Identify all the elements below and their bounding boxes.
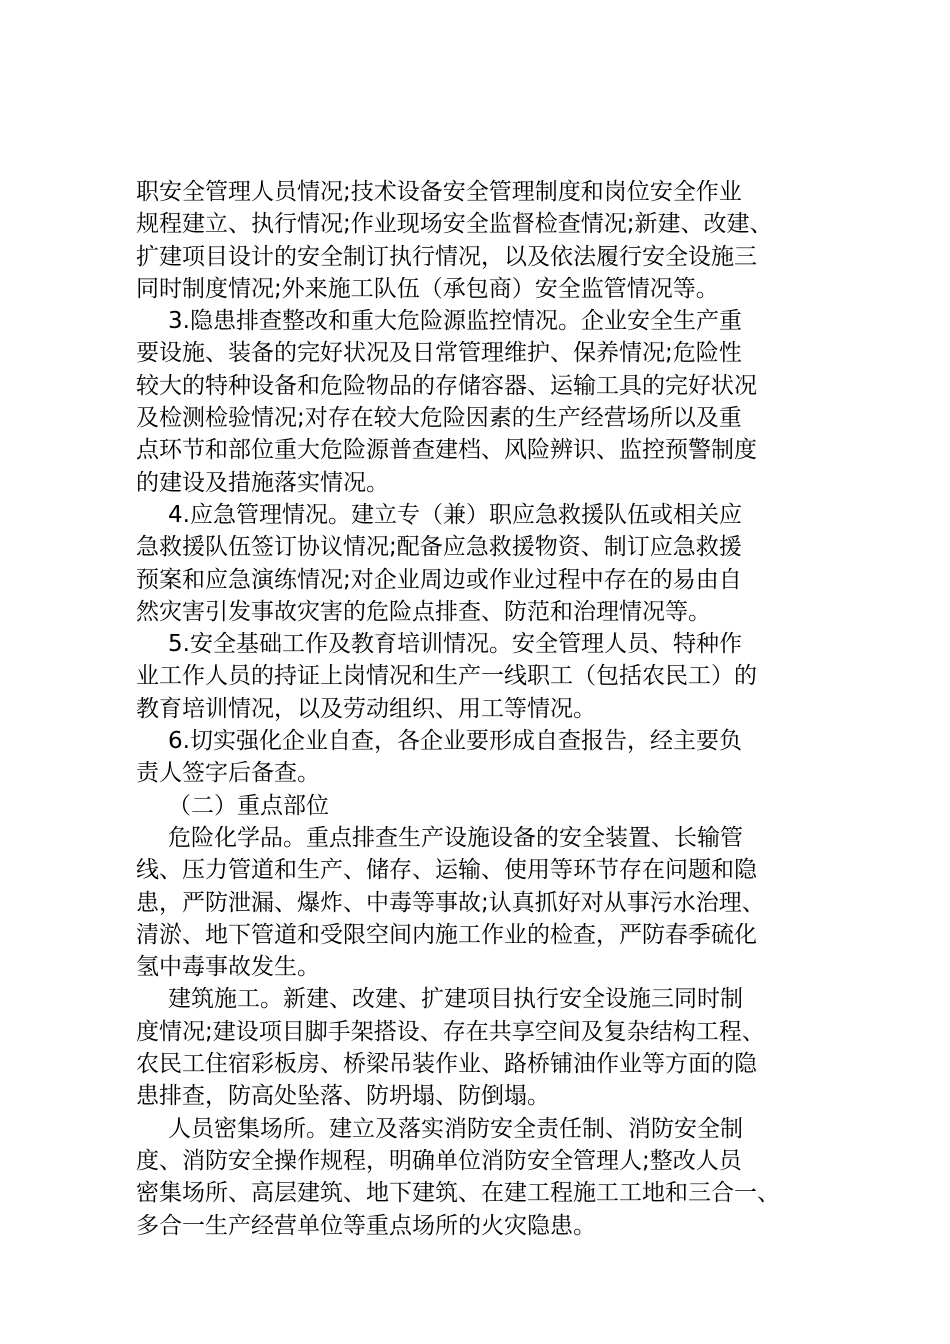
text-line: 点环节和部位重大危险源普查建档、风险辨识、监控预警制度 [136, 437, 757, 464]
text-line: 的建设及措施落实情况。 [136, 469, 389, 496]
text-line: 急救援队伍签订协议情况;配备应急救援物资、制订应急救援 [136, 534, 742, 561]
text-line: 氢中毒事故发生。 [136, 954, 320, 981]
paragraph-3-first-line: 3.隐患排查整改和重大危险源监控情况。企业安全生产重 [168, 308, 742, 335]
hazardous-chemicals-first-line: 危险化学品。重点排查生产设施设备的安全装置、长输管 [168, 824, 743, 851]
text-line: 线、压力管道和生产、储存、运输、使用等环节存在问题和隐 [136, 857, 757, 884]
paragraph-6-first-line: 6.切实强化企业自查，各企业要形成自查报告，经主要负 [168, 728, 742, 755]
text-line: 业工作人员的持证上岗情况和生产一线职工（包括农民工）的 [136, 663, 757, 690]
text-line: 密集场所、高层建筑、地下建筑、在建工程施工工地和三合一、 [136, 1180, 780, 1207]
text-line: 职安全管理人员情况;技术设备安全管理制度和岗位安全作业 [136, 179, 742, 205]
text-line: 多合一生产经营单位等重点场所的火灾隐患。 [136, 1212, 596, 1239]
text-line: 及检测检验情况;对存在较大危险因素的生产经营场所以及重 [136, 405, 742, 432]
paragraph-4-first-line: 4.应急管理情况。建立专（兼）职应急救援队伍或相关应 [168, 501, 742, 528]
text-line: 教育培训情况，以及劳动组织、用工等情况。 [136, 695, 596, 722]
text-line: 清淤、地下管道和受限空间内施工作业的检查，严防春季硫化 [136, 921, 757, 948]
text-line: 责人签字后备查。 [136, 760, 320, 787]
text-line: 度情况;建设项目脚手架搭设、存在共享空间及复杂结构工程、 [136, 1018, 765, 1045]
text-line: 患，严防泄漏、爆炸、中毒等事故;认真抓好对从事污水治理、 [136, 889, 765, 916]
section-heading: （二）重点部位 [168, 792, 329, 819]
paragraph-5-first-line: 5.安全基础工作及教育培训情况。安全管理人员、特种作 [168, 631, 742, 658]
text-line: 患排查，防高处坠落、防坍塌、防倒塌。 [136, 1083, 550, 1110]
text-line: 同时制度情况;外来施工队伍（承包商）安全监管情况等。 [136, 275, 719, 302]
text-line: 较大的特种设备和危险物品的存储容器、运输工具的完好状况 [136, 372, 757, 399]
crowded-places-first-line: 人员密集场所。建立及落实消防安全责任制、消防安全制 [168, 1115, 743, 1142]
document-body [136, 176, 826, 1242]
text-line: 要设施、装备的完好状况及日常管理维护、保养情况;危险性 [136, 340, 742, 367]
text-line: 度、消防安全操作规程，明确单位消防安全管理人;整改人员 [136, 1147, 742, 1174]
construction-first-line: 建筑施工。新建、改建、扩建项目执行安全设施三同时制 [168, 986, 743, 1013]
text-line: 规程建立、执行情况;作业现场安全监督检查情况;新建、改建、 [136, 211, 773, 238]
text-line: 农民工住宿彩板房、桥梁吊装作业、路桥铺油作业等方面的隐 [136, 1051, 757, 1078]
text-line: 然灾害引发事故灾害的危险点排查、防范和治理情况等。 [136, 598, 711, 625]
text-line: 预案和应急演练情况;对企业周边或作业过程中存在的易由自 [136, 566, 742, 593]
text-line: 扩建项目设计的安全制订执行情况，以及依法履行安全设施三 [136, 243, 757, 270]
